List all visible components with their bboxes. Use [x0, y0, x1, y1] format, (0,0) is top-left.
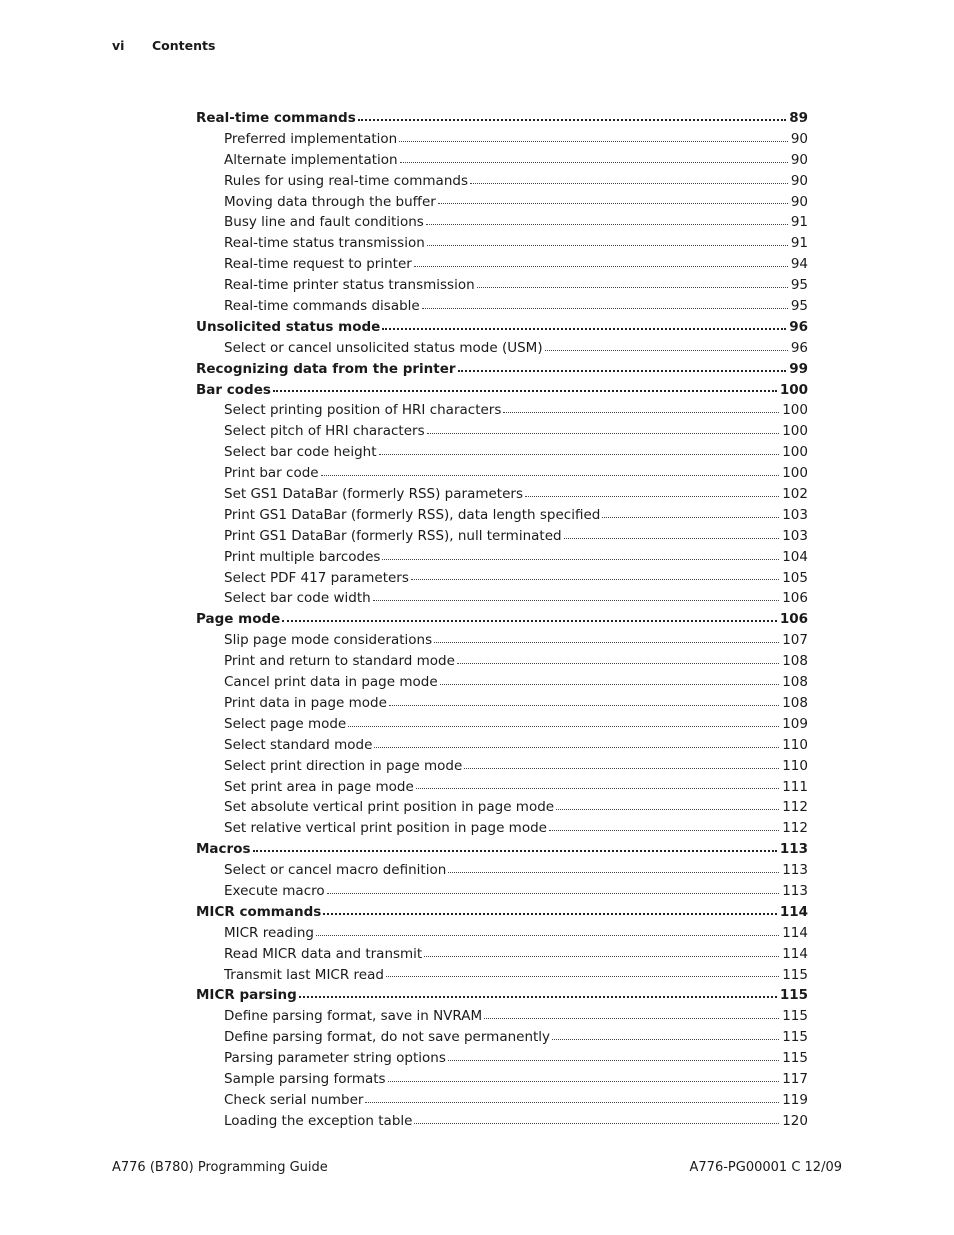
dot-leader: [448, 872, 779, 873]
toc-subentry[interactable]: [196, 526, 808, 547]
toc-entry-page: 89: [789, 110, 808, 126]
dot-leader: [464, 768, 779, 769]
toc-subentry[interactable]: [196, 1069, 808, 1090]
page-number: vi: [112, 38, 125, 53]
toc-entry-title: Parsing parameter string options: [224, 1050, 446, 1067]
dot-leader: [552, 1039, 779, 1040]
toc-entry-page: 117: [782, 1070, 808, 1087]
toc-entry-page: 90: [790, 130, 808, 147]
toc-entry-title: Real-time request to printer: [224, 256, 412, 273]
toc-entry-title: Cancel print data in page mode: [224, 674, 438, 691]
toc-entry-title: Rules for using real-time commands: [224, 172, 468, 189]
toc-entry-page: 113: [782, 862, 808, 879]
toc-entry-page: 95: [790, 277, 808, 294]
toc-subentry[interactable]: [196, 651, 808, 672]
dot-leader: [373, 600, 780, 601]
toc-subentry[interactable]: [196, 756, 808, 777]
toc-entry-title: Transmit last MICR read: [224, 966, 384, 983]
toc-subentry[interactable]: [196, 735, 808, 756]
dot-leader: [503, 412, 779, 413]
dot-leader: [365, 1102, 779, 1103]
toc-section-entry[interactable]: [196, 902, 808, 923]
dot-leader: [416, 788, 779, 789]
dot-leader: [477, 287, 788, 288]
toc-entry-title: Execute macro: [224, 882, 325, 899]
toc-entry-title: Unsolicited status mode: [196, 318, 381, 335]
toc-entry-title: Bar codes: [196, 381, 271, 398]
toc-subentry[interactable]: [196, 505, 808, 526]
dot-leader: [382, 559, 779, 560]
dot-leader: [400, 162, 788, 163]
dot-leader: [386, 976, 779, 977]
toc-subentry[interactable]: [196, 463, 808, 484]
toc-entry-page: 106: [779, 611, 808, 628]
toc-entry-title: MICR commands: [196, 903, 322, 920]
toc-subentry[interactable]: [196, 568, 808, 589]
toc-section-entry[interactable]: [196, 317, 808, 338]
dot-leader: [458, 370, 787, 372]
toc-entry-title: Select or cancel macro definition: [224, 862, 447, 879]
toc-entry-title: Select pitch of HRI characters: [224, 423, 425, 440]
toc-section-entry[interactable]: [196, 380, 808, 401]
toc-subentry[interactable]: [196, 442, 808, 463]
toc-entry-page: 105: [782, 569, 808, 586]
dot-leader: [358, 119, 786, 121]
toc-entry-page: 104: [782, 548, 808, 565]
toc-entry-page: 119: [782, 1091, 808, 1108]
toc-entry-title: Print data in page mode: [224, 694, 387, 711]
dot-leader: [438, 203, 788, 204]
toc-entry-title: Print bar code: [224, 465, 319, 482]
dot-leader: [564, 538, 780, 539]
toc-subentry[interactable]: [196, 212, 808, 233]
toc-entry-page: 100: [782, 444, 808, 461]
dot-leader: [545, 350, 788, 351]
toc-subentry[interactable]: [196, 797, 808, 818]
toc-subentry[interactable]: [196, 693, 808, 714]
dot-leader: [556, 809, 779, 810]
toc-entry-page: 90: [790, 193, 808, 210]
toc-entry-title: Print GS1 DataBar (formerly RSS), data length specified: [224, 506, 601, 523]
dot-leader: [414, 1123, 779, 1124]
toc-subentry[interactable]: [196, 192, 808, 213]
toc-entry-title: Select bar code width: [224, 590, 371, 607]
toc-entry-page: 91: [790, 235, 808, 252]
toc-section-entry[interactable]: [196, 359, 808, 380]
toc-entry-title: Define parsing format, do not save permanently: [224, 1029, 551, 1046]
toc-entry-title: Set absolute vertical print position in page mode: [224, 799, 555, 816]
toc-entry-page: 91: [790, 214, 808, 231]
dot-leader: [470, 183, 788, 184]
dot-leader: [327, 893, 780, 894]
section-title: Contents: [152, 38, 216, 53]
toc-subentry[interactable]: [196, 338, 808, 359]
dot-leader: [321, 475, 780, 476]
toc-subentry[interactable]: [196, 944, 808, 965]
toc-entry-title: Busy line and fault conditions: [224, 214, 424, 231]
toc-entry-page: 99: [789, 360, 808, 377]
toc-subentry[interactable]: [196, 233, 808, 254]
toc-entry-page: 110: [782, 757, 808, 774]
toc-subentry[interactable]: [196, 1006, 808, 1027]
toc-entry-title: MICR reading: [224, 924, 315, 941]
dot-leader: [382, 328, 786, 330]
toc-entry-title: Set print area in page mode: [224, 778, 414, 795]
toc-entry-page: 115: [782, 1050, 808, 1067]
toc-subentry[interactable]: [196, 923, 808, 944]
dot-leader: [549, 830, 779, 831]
toc-entry-page: 113: [779, 841, 808, 858]
toc-entry-title: Select standard mode: [224, 736, 373, 753]
toc-entry-page: 108: [782, 653, 808, 670]
toc-entry-page: 115: [779, 987, 808, 1004]
toc-subentry[interactable]: [196, 630, 808, 651]
toc-entry-page: 106: [782, 590, 808, 607]
toc-entry-page: 115: [782, 966, 808, 983]
toc-entry-page: 114: [782, 924, 808, 941]
toc-subentry[interactable]: [196, 1090, 808, 1111]
dot-leader: [427, 245, 788, 246]
toc-entry-title: Real-time commands: [196, 110, 356, 126]
toc-entry-page: 109: [782, 715, 808, 732]
toc-subentry[interactable]: [196, 818, 808, 839]
dot-leader: [253, 850, 777, 852]
toc-entry-title: Select PDF 417 parameters: [224, 569, 409, 586]
toc-entry-page: 107: [782, 632, 808, 649]
toc-subentry[interactable]: [196, 400, 808, 421]
toc-subentry[interactable]: [196, 588, 808, 609]
toc-entry-title: Macros: [196, 841, 251, 858]
toc-section-entry[interactable]: [196, 609, 808, 630]
toc-subentry[interactable]: [196, 484, 808, 505]
toc-subentry[interactable]: [196, 1048, 808, 1069]
table-of-contents: [196, 108, 808, 1132]
toc-entry-page: 96: [790, 339, 808, 356]
dot-leader: [422, 308, 788, 309]
toc-section-entry[interactable]: [196, 985, 808, 1006]
toc-entry-title: Print multiple barcodes: [224, 548, 381, 565]
toc-entry-title: Recognizing data from the printer: [196, 360, 456, 377]
toc-entry-title: Moving data through the buffer: [224, 193, 436, 210]
toc-subentry[interactable]: [196, 171, 808, 192]
toc-entry-title: MICR parsing: [196, 987, 297, 1004]
toc-entry-page: 90: [790, 151, 808, 168]
toc-entry-page: 100: [779, 381, 808, 398]
toc-entry-title: Define parsing format, save in NVRAM: [224, 1008, 483, 1025]
dot-leader: [379, 454, 780, 455]
running-header: [112, 38, 215, 53]
toc-subentry[interactable]: [196, 150, 808, 171]
dot-leader: [273, 390, 777, 392]
toc-entry-page: 108: [782, 694, 808, 711]
dot-leader: [484, 1018, 779, 1019]
toc-subentry[interactable]: [196, 1111, 808, 1132]
dot-leader: [323, 913, 777, 915]
dot-leader: [399, 141, 788, 142]
toc-subentry[interactable]: [196, 254, 808, 275]
toc-entry-page: 108: [782, 674, 808, 691]
dot-leader: [434, 642, 779, 643]
toc-subentry[interactable]: [196, 296, 808, 317]
toc-subentry[interactable]: [196, 547, 808, 568]
toc-entry-title: Set relative vertical print position in page mode: [224, 820, 547, 837]
toc-entry-page: 100: [782, 402, 808, 419]
dot-leader: [282, 620, 776, 622]
toc-entry-title: Preferred implementation: [224, 130, 398, 147]
toc-entry-title: Print GS1 DataBar (formerly RSS), null terminated: [224, 527, 562, 544]
dot-leader: [388, 1081, 780, 1082]
dot-leader: [448, 1060, 779, 1061]
dot-leader: [426, 224, 788, 225]
toc-subentry[interactable]: [196, 714, 808, 735]
toc-entry-title: Loading the exception table: [224, 1112, 413, 1129]
footer-document-id: A776-PG00001 C 12/09: [689, 1160, 842, 1175]
toc-subentry[interactable]: [196, 421, 808, 442]
dot-leader: [602, 517, 779, 518]
dot-leader: [525, 496, 779, 497]
toc-entry-page: 90: [790, 172, 808, 189]
footer-document-title: A776 (B780) Programming Guide: [112, 1160, 328, 1175]
toc-entry-title: Sample parsing formats: [224, 1070, 386, 1087]
dot-leader: [374, 747, 779, 748]
dot-leader: [389, 705, 779, 706]
toc-entry-title: Alternate implementation: [224, 151, 398, 168]
toc-entry-page: 114: [779, 903, 808, 920]
toc-entry-page: 112: [782, 820, 808, 837]
toc-subentry[interactable]: [196, 881, 808, 902]
dot-leader: [457, 663, 779, 664]
toc-entry-page: 95: [790, 298, 808, 315]
dot-leader: [299, 996, 777, 998]
toc-entry-page: 115: [782, 1008, 808, 1025]
toc-entry-title: Select page mode: [224, 715, 347, 732]
toc-entry-title: Read MICR data and transmit: [224, 945, 423, 962]
toc-entry-title: Real-time printer status transmission: [224, 277, 475, 294]
toc-entry-page: 100: [782, 465, 808, 482]
dot-leader: [427, 433, 780, 434]
dot-leader: [411, 579, 779, 580]
toc-entry-title: Check serial number: [224, 1091, 364, 1108]
toc-entry-title: Print and return to standard mode: [224, 653, 455, 670]
toc-subentry[interactable]: [196, 1027, 808, 1048]
toc-subentry[interactable]: [196, 672, 808, 693]
toc-subentry[interactable]: [196, 777, 808, 798]
toc-entry-page: 96: [789, 318, 808, 335]
toc-entry-page: 100: [782, 423, 808, 440]
toc-entry-page: 113: [782, 882, 808, 899]
toc-entry-page: 111: [782, 778, 808, 795]
toc-entry-page: 102: [782, 486, 808, 503]
toc-entry-title: Page mode: [196, 611, 281, 628]
toc-entry-page: 103: [782, 527, 808, 544]
toc-section-entry[interactable]: [196, 108, 808, 129]
toc-entry-page: 110: [782, 736, 808, 753]
dot-leader: [348, 726, 779, 727]
dot-leader: [316, 935, 779, 936]
toc-entry-page: 94: [790, 256, 808, 273]
toc-entry-title: Set GS1 DataBar (formerly RSS) parameters: [224, 486, 523, 503]
toc-entry-title: Real-time commands disable: [224, 298, 420, 315]
toc-subentry[interactable]: [196, 860, 808, 881]
toc-entry-title: Real-time status transmission: [224, 235, 425, 252]
toc-entry-title: Select or cancel unsolicited status mode (USM): [224, 339, 543, 356]
toc-entry-title: Select printing position of HRI characters: [224, 402, 502, 419]
toc-entry-title: Select print direction in page mode: [224, 757, 463, 774]
dot-leader: [414, 266, 788, 267]
toc-entry-title: Select bar code height: [224, 444, 377, 461]
toc-entry-page: 112: [782, 799, 808, 816]
dot-leader: [424, 956, 779, 957]
toc-entry-page: 114: [782, 945, 808, 962]
toc-entry-title: Slip page mode considerations: [224, 632, 433, 649]
toc-section-entry[interactable]: [196, 839, 808, 860]
toc-subentry[interactable]: [196, 965, 808, 986]
dot-leader: [440, 684, 780, 685]
toc-subentry[interactable]: [196, 275, 808, 296]
toc-subentry[interactable]: [196, 129, 808, 150]
toc-entry-page: 115: [782, 1029, 808, 1046]
toc-entry-page: 120: [782, 1112, 808, 1129]
toc-entry-page: 103: [782, 506, 808, 523]
